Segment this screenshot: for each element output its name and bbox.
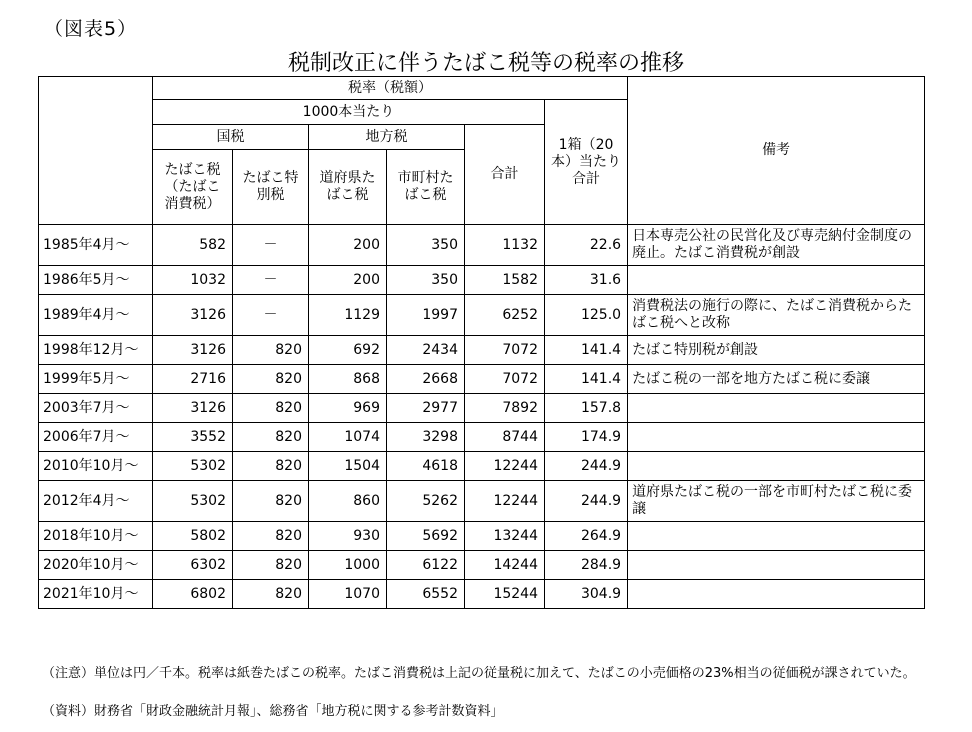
municipal-tax-cell: 2977: [387, 394, 465, 423]
table-row: [39, 365, 925, 394]
national-tax-header: 国税: [153, 125, 309, 150]
period-cell: 2003年7月～: [39, 394, 153, 423]
special-tax-cell: －: [233, 225, 309, 266]
period-cell: 1999年5月～: [39, 365, 153, 394]
total-cell: 15244: [465, 580, 545, 609]
remarks-cell: [628, 522, 925, 551]
per-1000-header: 1000本当たり: [153, 100, 545, 125]
tobacco-tax-cell: 6802: [153, 580, 233, 609]
tobacco-tax-cell: 2716: [153, 365, 233, 394]
municipal-tax-cell: 5692: [387, 522, 465, 551]
total-cell: 1582: [465, 266, 545, 295]
period-cell: 2021年10月～: [39, 580, 153, 609]
per-box-cell: 125.0: [545, 295, 628, 336]
prefectural-tax-cell: 969: [309, 394, 387, 423]
table-row: [39, 225, 925, 266]
total-cell: 6252: [465, 295, 545, 336]
table-row: [39, 266, 925, 295]
per-box-cell: 244.9: [545, 481, 628, 522]
total-header: 合計: [465, 125, 545, 225]
municipal-tax-cell: 350: [387, 266, 465, 295]
prefectural-tax-cell: 200: [309, 225, 387, 266]
tobacco-tax-cell: 5302: [153, 452, 233, 481]
tobacco-tax-cell: 3126: [153, 394, 233, 423]
special-tax-cell: 820: [233, 336, 309, 365]
remarks-cell: [628, 266, 925, 295]
per-box-cell: 31.6: [545, 266, 628, 295]
table-row: [39, 481, 925, 522]
tax-rate-table: [38, 76, 925, 609]
total-cell: 12244: [465, 481, 545, 522]
period-cell: 1989年4月～: [39, 295, 153, 336]
rate-header: 税率（税額）: [153, 77, 628, 100]
municipal-tax-cell: 2434: [387, 336, 465, 365]
special-tax-cell: 820: [233, 551, 309, 580]
per-box-cell: 244.9: [545, 452, 628, 481]
page-title: 税制改正に伴うたばこ税等の税率の推移: [287, 51, 684, 76]
table-row: [39, 522, 925, 551]
period-cell: 2018年10月～: [39, 522, 153, 551]
total-cell: 7072: [465, 336, 545, 365]
tobacco-tax-cell: 5302: [153, 481, 233, 522]
prefectural-tax-cell: 930: [309, 522, 387, 551]
remarks-cell: [628, 580, 925, 609]
tobacco-tax-header: たばこ税（たばこ消費税）: [153, 150, 233, 225]
period-header: [39, 77, 153, 225]
remarks-cell: [628, 452, 925, 481]
per-box-cell: 157.8: [545, 394, 628, 423]
source-note: （資料）財務省「財政金融統計月報」、総務省「地方税に関する参考計数資料」: [42, 704, 504, 719]
municipal-tax-cell: 6122: [387, 551, 465, 580]
total-cell: 8744: [465, 423, 545, 452]
remarks-cell: 消費税法の施行の際に、たばこ消費税からたばこ税へと改称: [628, 295, 925, 336]
tobacco-tax-cell: 1032: [153, 266, 233, 295]
municipal-tax-cell: 2668: [387, 365, 465, 394]
caution-note: （注意）単位は円／千本。税率は紙巻たばこの税率。たばこ消費税は上記の従量税に加えて、たばこの小売価格の23%相当の従価税が課されていた。: [42, 666, 916, 681]
prefectural-tax-cell: 1504: [309, 452, 387, 481]
tobacco-tax-cell: 582: [153, 225, 233, 266]
table-row: [39, 551, 925, 580]
prefectural-tax-cell: 1000: [309, 551, 387, 580]
special-tax-header: たばこ特別税: [233, 150, 309, 225]
total-cell: 13244: [465, 522, 545, 551]
per-box-cell: 284.9: [545, 551, 628, 580]
per-box-cell: 141.4: [545, 336, 628, 365]
per-box-cell: 174.9: [545, 423, 628, 452]
prefectural-tax-cell: 1070: [309, 580, 387, 609]
total-cell: 1132: [465, 225, 545, 266]
remarks-header: 備考: [628, 77, 925, 225]
tobacco-tax-cell: 3126: [153, 295, 233, 336]
prefectural-tax-cell: 1129: [309, 295, 387, 336]
per-box-cell: 264.9: [545, 522, 628, 551]
local-tax-header: 地方税: [309, 125, 465, 150]
municipal-tax-cell: 1997: [387, 295, 465, 336]
special-tax-cell: 820: [233, 394, 309, 423]
table-row: [39, 423, 925, 452]
remarks-cell: [628, 423, 925, 452]
remarks-cell: たばこ特別税が創設: [628, 336, 925, 365]
table-row: [39, 452, 925, 481]
special-tax-cell: 820: [233, 423, 309, 452]
remarks-cell: 道府県たばこ税の一部を市町村たばこ税に委譲: [628, 481, 925, 522]
tobacco-tax-cell: 3552: [153, 423, 233, 452]
municipal-tax-cell: 350: [387, 225, 465, 266]
special-tax-cell: 820: [233, 522, 309, 551]
per-box-cell: 304.9: [545, 580, 628, 609]
per-box-cell: 22.6: [545, 225, 628, 266]
tobacco-tax-cell: 5802: [153, 522, 233, 551]
prefectural-tax-cell: 692: [309, 336, 387, 365]
total-cell: 12244: [465, 452, 545, 481]
remarks-cell: [628, 394, 925, 423]
prefectural-tax-cell: 200: [309, 266, 387, 295]
remarks-cell: たばこ税の一部を地方たばこ税に委譲: [628, 365, 925, 394]
period-cell: 1998年12月～: [39, 336, 153, 365]
prefectural-tax-header: 道府県たばこ税: [309, 150, 387, 225]
municipal-tax-cell: 5262: [387, 481, 465, 522]
total-cell: 7892: [465, 394, 545, 423]
table-row: [39, 394, 925, 423]
total-cell: 14244: [465, 551, 545, 580]
period-cell: 1985年4月～: [39, 225, 153, 266]
tobacco-tax-cell: 6302: [153, 551, 233, 580]
prefectural-tax-cell: 860: [309, 481, 387, 522]
special-tax-cell: 820: [233, 580, 309, 609]
period-cell: 2006年7月～: [39, 423, 153, 452]
total-cell: 7072: [465, 365, 545, 394]
remarks-cell: 日本専売公社の民営化及び専売納付金制度の廃止。たばこ消費税が創設: [628, 225, 925, 266]
special-tax-cell: 820: [233, 452, 309, 481]
special-tax-cell: －: [233, 266, 309, 295]
table-row: [39, 580, 925, 609]
special-tax-cell: 820: [233, 481, 309, 522]
table-row: [39, 295, 925, 336]
per-box-cell: 141.4: [545, 365, 628, 394]
municipal-tax-cell: 4618: [387, 452, 465, 481]
municipal-tax-cell: 3298: [387, 423, 465, 452]
period-cell: 1986年5月～: [39, 266, 153, 295]
special-tax-cell: 820: [233, 365, 309, 394]
remarks-cell: [628, 551, 925, 580]
municipal-tax-cell: 6552: [387, 580, 465, 609]
prefectural-tax-cell: 1074: [309, 423, 387, 452]
special-tax-cell: －: [233, 295, 309, 336]
period-cell: 2012年4月～: [39, 481, 153, 522]
per-box-header: 1箱（20本）当たり合計: [545, 100, 628, 225]
period-cell: 2010年10月～: [39, 452, 153, 481]
period-cell: 2020年10月～: [39, 551, 153, 580]
prefectural-tax-cell: 868: [309, 365, 387, 394]
tobacco-tax-cell: 3126: [153, 336, 233, 365]
municipal-tax-header: 市町村たばこ税: [387, 150, 465, 225]
figure-label: （図表5）: [44, 18, 138, 40]
table-row: [39, 336, 925, 365]
